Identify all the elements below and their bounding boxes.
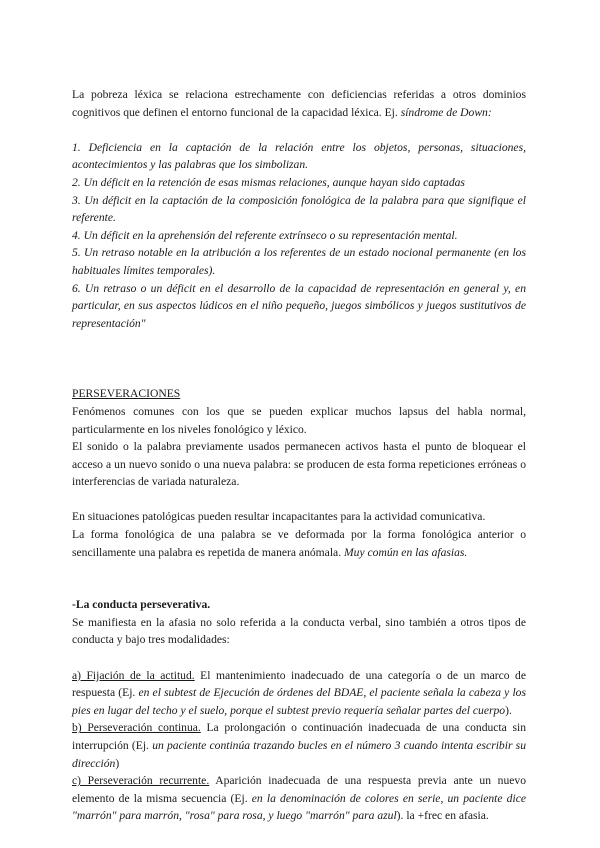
deficit-item-3: 3. Un déficit en la captación de la composición fonológica de la palabra para que signifique el referente. [72,193,526,225]
deficit-item-1: 1. Deficiencia en la captación de la relación entre los objetos, personas, situaciones, acontecimientos y las palabras que los simbolizan. [72,140,526,172]
intro-example: síndrome de Down: [400,105,492,119]
document-page [72,86,526,825]
deficit-item-4: 4. Un déficit en la aprehensión del referente extrínseco o su representación mental. [72,228,458,242]
modalidad-b: b) Perseveración continua. La prolongación o continuación inadecuada de una conducta sin interrupción (Ej. un paciente continúa trazando bucles en el número 3 cuando intenta escribir su dirección) [72,721,526,770]
deficit-list [72,139,526,333]
deficit-item-5: 5. Un retraso notable en la atribución a los referentes de un estado nocional permanente (en los habituales límites temporales). [72,246,526,277]
intro-paragraph: La pobreza léxica se relaciona estrechamente con deficiencias referidas a otros dominios cognitivos que definen el entorno funcional de la capacidad léxica. Ej. síndrome de Down: [72,88,526,119]
modalidad-a: a) Fijación de la actitud. El mantenimiento inadecuado de una categoría o de un marco de respuesta (Ej. en el subtest de Ejecución de órdenes del BDAE, el paciente señala la cabeza y los pies en lugar del techo y el suelo, porque el subtest previo requería señalar partes del cuerpo). [72,668,526,717]
perseveraciones-p1: Fenómenos comunes con los que se pueden explicar muchos lapsus del habla normal, particularmente en los niveles fonológico y léxico. [72,404,526,436]
perseveraciones-heading: PERSEVERACIONES [72,387,181,401]
perseveraciones-p4: La forma fonológica de una palabra se ve deformada por la forma fonológica anterior o sencillamente una palabra es repetida de manera anómala. Muy común en las afasias. [72,528,526,559]
deficit-item-2: 2. Un déficit en la retención de esas mismas relaciones, aunque hayan sido captadas [72,175,465,189]
conducta-heading: -La conducta perseverativa. [72,598,211,612]
deficit-item-6: 6. Un retraso o un déficit en el desarrollo de la capacidad de representación en general y, en particular, en sus aspectos lúdicos en el niño pequeño, juegos simbólicos y juegos sustitutivos de representación" [72,281,526,330]
conducta-intro: Se manifiesta en la afasia no solo referida a la conducta verbal, sino también a otros tipos de conducta y bajo tres modalidades: [72,615,526,647]
perseveraciones-p2: El sonido o la palabra previamente usados permanecen activos hasta el punto de bloquear el acceso a un nuevo sonido o una nueva palabra: se producen de esta forma repeticiones erróneas o interferencias de variada naturaleza. [72,440,526,489]
perseveraciones-p3: En situaciones patológicas pueden resultar incapacitantes para la actividad comunicativa. [72,510,486,524]
modalidad-c: c) Perseveración recurrente. Aparición inadecuada de una respuesta previa ante un nuevo elemento de la misma secuencia (Ej. en la denominación de colores en serie, un paciente dice "marrón" para marrón, "rosa" para rosa, y luego "marrón" para azul). la +frec en afasia. [72,774,526,823]
